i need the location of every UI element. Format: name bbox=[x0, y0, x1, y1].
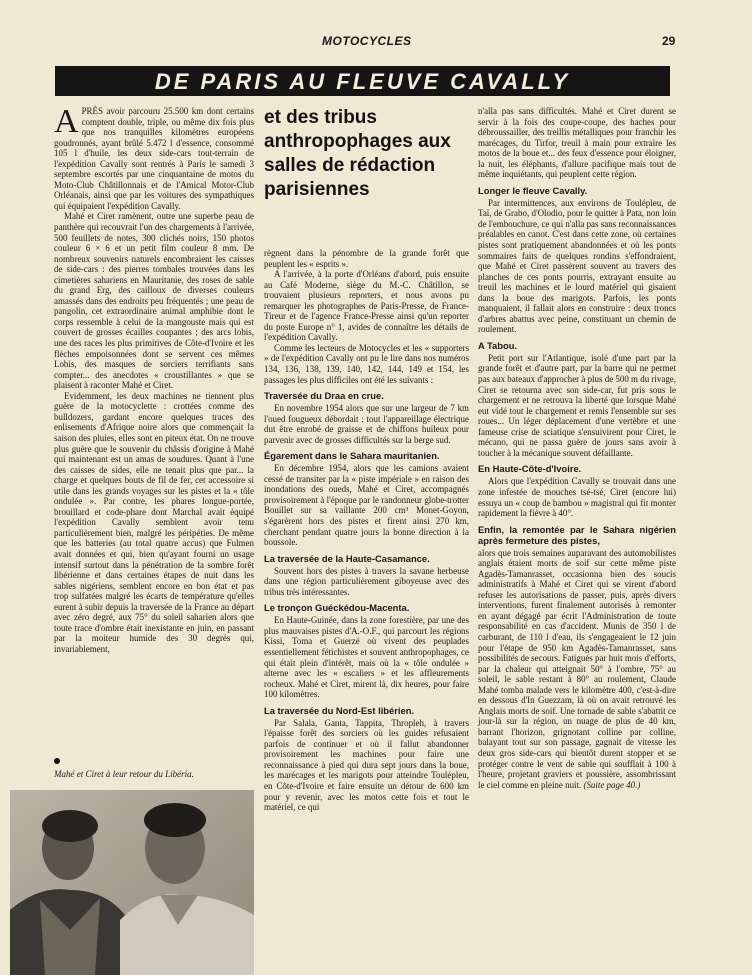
paragraph: En novembre 1954 alors que sur une largeur de 7 km l'oued fougueux débordait : tout l'appareillage électrique dut être enrobé de graisse et de chiffons huileux pour parvenir avec de grosses difficultés sur la berge sud. bbox=[264, 403, 469, 445]
subheading-haute-cote: En Haute-Côte-d'Ivoire. bbox=[478, 463, 582, 475]
article-subtitle: et des tribus anthropophages aux salles de rédaction parisiennes bbox=[264, 107, 451, 200]
bullet-icon bbox=[54, 758, 60, 764]
headline-banner: DE PARIS AU FLEUVE CAVALLY bbox=[55, 66, 670, 96]
subheading-sahara: Égarement dans le Sahara mauritanien. bbox=[264, 450, 440, 462]
paragraph: En décembre 1954, alors que les camions avaient cessé de transiter par la « piste impériale » en raison des inondations des oueds, Mahé et Ciret, accompagnés provisoirement à l'époque par le randonneur globe-trotter Bouillet sur sa vaillante 200 cm³ Monet-Goyon, s'égarèrent hors des pistes et firent ainsi 270 km, cherchant pendant quatre jours la bonne direction à la boussole. bbox=[264, 463, 469, 548]
paragraph: règnent dans la pénombre de la grande forêt que peuplent les « esprits ». bbox=[264, 248, 469, 269]
page-header bbox=[0, 34, 752, 52]
paragraph: Par Salala, Ganta, Tappita, Thropleh, à travers l'épaisse forêt des sorciers où les guides refusaient parfois de continuer et où il fallut abandonner provisoirement les machines pour faire une reconnaissance à pied qui dura sept jours dans la boue, les marécages et les marigots pour atteindre Touléplеu, en Côte-d'Ivoire et faire ensuite un détour de 600 km pour y revenir, avec les motos cette fois et tout le matériel, ce qui bbox=[264, 717, 469, 813]
section-title: MOTOCYCLES bbox=[322, 34, 412, 48]
column-1 bbox=[54, 103, 254, 654]
lead-paragraph bbox=[54, 103, 254, 211]
column-2 bbox=[264, 248, 469, 813]
portrait-photo bbox=[10, 790, 254, 975]
paragraph: Comme les lecteurs de Motocycles et les « supporters » de l'expédition Cavally ont pu le lire dans nos numéros 134, 136, 138, 139, 140, 142, 144, 149 et 154, les passages les plus difficiles ont été les suivants : bbox=[264, 342, 469, 385]
paragraph: Alors que l'expédition Cavally se trouvait dans une zone infestée de mouches tsé-tsé, Ciret (encore lui) essuya un « coup de bambou » magistral qui fit monter rapidement la fièvre à 40°. bbox=[478, 476, 676, 519]
lead-text: PRÈS avoir parcouru 25.500 km dont certains comptent double, triple, ou même dix fois plus que nos tranquilles kilomètres européens goudronnés, ayant brûlé 5.472 l d'essence, consommé 105 l d'huile, les deux side-cars tout-terrain de l'expédition Cavally sont rentrés à Paris le samedi 3 septembre escortés par une cinquantaine de motos du Moto-Club Châtillonnais et de l'Amical Motor-Club Orléanais, ainsi que par les voitures des sympathiques qui équipaient l'expédition Cavally. bbox=[54, 106, 254, 211]
continued-note: (Suite page 40.) bbox=[583, 779, 641, 790]
paragraph bbox=[478, 548, 676, 791]
paragraph: Souvent hors des pistes à travers la savane herbeuse dans une région particulièrement giboyeuse avec des tribus très intéressantes. bbox=[264, 565, 469, 597]
subheading-liberia: La traversée du Nord-Est libérien. bbox=[264, 704, 415, 716]
paragraph: Petit port sur l'Atlantique, isolé d'une part par la grande forêt et d'autre part, par la barre qui ne permet pas aux bateaux d'approcher à plus de 500 m du rivage, Ciret se retourna avec son side-car, fut pris sous le chargement et ne retrouva la liberté que lorsque Mahé eut vidé tout le chargement et remis l'ensemble sur ses roues... Un léger déplacement d'une vertèbre et une fameuse crise de sciatique s'ensuivirent pour Ciret, le mécano, qui ne passa guère de jours sans avoir à toucher à la mécanique souvent défaillante. bbox=[478, 352, 676, 458]
subheading-draa: Traversée du Draa en crue. bbox=[264, 390, 384, 402]
column-3 bbox=[478, 106, 676, 790]
photo-caption bbox=[54, 758, 204, 780]
subheading-cavally: Longer le fleuve Cavally. bbox=[478, 184, 588, 196]
subheading-casamance: La traversée de la Haute-Casamance. bbox=[264, 552, 430, 564]
paragraph: Par intermittences, aux environs de Touléplеu, de Taï, de Grabo, d'Olodio, pour le quitter à Pata, non loin de l'embouchure, ce qui n'alla pas sans reconnaissances préalables en canot. C'est dans cette zone, où certaines pistes sont pratiquement abandonnées et où les ponts sommaires faits de quelques rondins s'effondraient, que Mahé et Ciret passèrent souvent au travers des planches de ces ponts pourris, extrayant ensuite au treuil les machines et le lourd matériel qui gisaient dans la boue des marigots. Parfois, les ponts manquaient, il fallait alors en construire : deux troncs d'arbres abattus avec peine, constituant un chemin de roulement. bbox=[478, 197, 676, 335]
paragraph: Evidemment, les deux machines ne tiennent plus guère de la motocyclette : crottées comme des bulldozers, gardant encore quelques traces des enlisements d'Afrique noire alors que commençait la saison des pluies, elles sont en piteux état. On ne trouve plus guère que le souvenir du châssis d'origine à Mahé qui maintenant est un amas de soudures. Quant à l'une des caisses de sides, elle ne tenait plus que par... la charge et quelques bouts de fil de fer, cet accessoire si utile dans les grands voyages sur les pistes et la « tôle ondulée ». Par contre, les phares longue-portée, brouillard et code-phare dont Marchal avait équipé l'expédition Cavally semblent avoir tenu particulièrement bien, malgré les péripéties. De même que les batteries (au total quatre accus) que Fulmen avait données et qui, bien qu'ayant fourni un usage intensif surtout dans la pénétration de la sombre forêt libérienne et dans certaines étapes de nuit dans les sables nigériens, semblent encore en bon état et pas trop sulfatées malgré les écarts de température qu'elles eurent à subir depuis la traversée de la France au départ avec zéro degré, aux 75° du soleil saharien alors que toute trace d'ombre était inexistante en juin, en passant par la moiteur humide des 30 degrés qui, invariablement, bbox=[54, 390, 254, 654]
paragraph: En Haute-Guinée, dans la zone forestière, par une des plus mauvaises pistes d'A.-O.F., qui parcourt les régions Kissi, Toma et Guerzé où vivent des peuplades essentiellement fétichistes et souvent anthropophages, ce qui était plein d'intérêt, mais où la « tôle ondulée » alterne avec les « escaliers » et les affleurements rocheux. Mahé et Ciret, mirent là, dix heures, pour faire 100 kilomètres. bbox=[264, 615, 469, 700]
subheading-gueckedou: Le tronçon Guéckédou-Macenta. bbox=[264, 602, 410, 614]
page-number: 29 bbox=[662, 34, 676, 48]
paragraph: A l'arrivée, à la porte d'Orléans d'abord, puis ensuite au Café Moderne, siège du M.-C. Châtillon, se trouvaient plusieurs reporters, et nous avons pu remarquer les photographes de Paris-Presse, de France-Tireur et de l'agence France-Presse ainsi qu'un reporter du poste Europe n° 1, avides de connaître les détails de l'expédition Cavally. bbox=[264, 269, 469, 343]
drop-cap: A bbox=[54, 103, 79, 140]
subheading-tabou: A Tabou. bbox=[478, 339, 518, 351]
caption-text: Mahé et Ciret à leur retour du Libéria. bbox=[54, 769, 194, 779]
subheading-sahara-nigerien: Enfin, la remontée par le Sahara nigérien après fermeture des pistes, bbox=[478, 523, 676, 546]
paragraph-text: alors que trois semaines auparavant des automobilistes anglais étaient morts de soif sur cette même piste Agadès-Tamanrasset, occasionna bien des soucis administratifs à Mahé et Ciret qui se virent d'abord refuser les autorisations de passer, puis, après divers interventions, furent finalement autorisés à remonter en ayant dégagé par écrit l'Administration de toute responsabilité en cas d'accident. Munis de 350 l de carburant, de 110 l d'eau, ils s'engageaient le 12 juin pour l'étape de 950 km Agadès-Tamanrasset, sans possibilités de secours. Fatigués par huit mois d'efforts, par la chaleur qui atteignait 50° à l'ombre, 75° au soleil, le sable restant à 80° au roulement, Claude Mahé tomba malade vers le kilomètre 400, c'est-à-dire en dessous d'In Guezzam, là où on avait retrouvé les Anglais morts de soif. Une tornade de sable s'abattit ce jour-là sur la région, un nuage de plus de 40 km, barrant l'horizon, grignotant colline par colline, balayant tout sur son passage, gagnait de vitesse les deux gros side-cars qui bientôt durent stopper et se protéger contre le vent de sable qui soufflait à 100 à l'heure, projetant graviers et poussière, assombrissant le ciel comme en pleine nuit. bbox=[478, 547, 676, 790]
photo-mahe-ciret bbox=[10, 790, 254, 975]
paragraph: n'alla pas sans difficultés. Mahé et Ciret durent se servir à la fois des coupe-coupe, des haches pour débroussailler, des treillis métalliques pour franchir les marécages, du Tirfor, treuil à main pour extraire les motos de la boue et... des feux d'essence pour éloigner, la nuit, les éléphants, d'allure pacifique mais tout de même inquiétants, qui peuplent cette région. bbox=[478, 106, 676, 180]
paragraph: Mahé et Ciret ramènent, outre une superbe peau de panthère qui recouvrait l'un des chargements à l'arrivée, 500 feuillets de notes, 300 clichés noirs, 150 photos couleur 6 × 6 et un petit film couleur 8 mm. De nombreux souvenirs naturels encombraient les caisses de side-cars : des pierres tombales trouvées dans les cimetières sahariens en Mauritanie, des roses de sable du grand Erg, des cailloux de diverses couleurs amassés dans des endroits peu fréquentés ; une peau de pangolin, cet extraordinaire animal amphibie dont le corps ressemble à celui de la mangouste mais qui est couvert de grosses écailles coupantes ; des arcs lobis, une des races les plus primitives de Côte-d'Ivoire et les flèches empoisonnées dont se servent ces mêmes Lobis, des masques de sorciers terrifiants sans compter... des anecdotes « croustillantes » que se plaisent à raconter Mahé et Ciret. bbox=[54, 211, 254, 391]
